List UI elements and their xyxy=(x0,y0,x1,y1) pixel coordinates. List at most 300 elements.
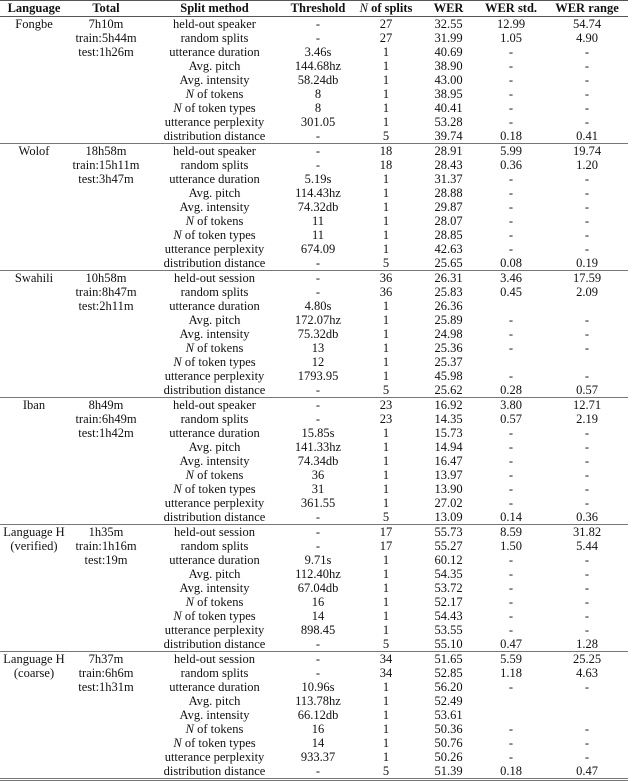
n-splits-cell: 1 xyxy=(382,327,390,341)
wer-std-cell: - xyxy=(508,553,514,567)
n-splits-cell: 1 xyxy=(382,313,390,327)
split-method-cell: N of token types xyxy=(173,228,256,242)
n-splits-cell: 1 xyxy=(382,581,390,595)
language-cell xyxy=(0,313,68,327)
wer-cell: 60.12 xyxy=(434,553,463,567)
table-row xyxy=(0,158,628,172)
wer-std-cell: - xyxy=(508,750,514,764)
threshold-cell: 5.19s xyxy=(304,172,332,186)
n-splits-cell: 34 xyxy=(379,652,393,666)
wer-range-cell: 1.28 xyxy=(576,637,598,651)
n-splits-cell: 5 xyxy=(382,129,390,143)
table-row xyxy=(0,680,628,694)
wer-std-cell: - xyxy=(508,595,514,609)
header-n-splits: N of splits xyxy=(359,1,413,15)
wer-std-cell: 0.18 xyxy=(500,764,522,778)
split-method-cell: N of tokens xyxy=(185,341,244,355)
table-row xyxy=(0,73,628,87)
language-cell xyxy=(0,115,68,129)
wer-std-cell: - xyxy=(508,567,514,581)
split-method-cell: utterance perplexity xyxy=(164,496,265,510)
wer-cell: 26.31 xyxy=(434,271,463,285)
wer-std-cell: 0.08 xyxy=(500,256,522,270)
total-cell: 1h35m xyxy=(88,525,124,539)
language-cell xyxy=(0,454,68,468)
wer-std-cell xyxy=(476,708,546,722)
wer-cell: 43.00 xyxy=(434,73,463,87)
total-cell xyxy=(68,567,144,581)
split-method-cell: held-out speaker xyxy=(173,17,256,31)
table-row xyxy=(0,369,628,383)
header-wer-range: WER range xyxy=(555,1,619,15)
total-cell xyxy=(68,637,144,652)
total-cell xyxy=(68,115,144,129)
table-row xyxy=(0,468,628,482)
language-cell: Wolof xyxy=(18,144,50,158)
n-splits-cell: 27 xyxy=(379,31,393,45)
wer-range-cell: - xyxy=(584,87,590,101)
threshold-cell: 74.32db xyxy=(297,200,339,214)
threshold-cell: 11 xyxy=(311,214,325,228)
wer-std-cell: 0.36 xyxy=(500,158,522,172)
total-cell xyxy=(68,468,144,482)
wer-std-cell: - xyxy=(508,327,514,341)
language-group xyxy=(0,652,628,780)
table-row xyxy=(0,609,628,623)
table-row xyxy=(0,59,628,73)
header-total: Total xyxy=(92,1,120,15)
wer-range-cell: 0.36 xyxy=(576,510,598,524)
wer-range-cell: - xyxy=(584,172,590,186)
total-cell xyxy=(68,708,144,722)
n-splits-cell: 1 xyxy=(382,440,390,454)
wer-range-cell: - xyxy=(584,186,590,200)
wer-cell: 55.73 xyxy=(434,525,463,539)
split-method-cell: N of tokens xyxy=(185,468,244,482)
wer-range-cell: 0.47 xyxy=(576,764,598,778)
split-method-cell: random splits xyxy=(180,666,249,680)
n-splits-cell: 1 xyxy=(382,722,390,736)
n-splits-cell: 1 xyxy=(382,595,390,609)
wer-std-cell xyxy=(476,694,546,708)
wer-cell: 40.69 xyxy=(434,45,463,59)
language-group xyxy=(0,144,628,271)
wer-range-cell: 5.44 xyxy=(576,539,598,553)
language-cell xyxy=(0,327,68,341)
table-row xyxy=(0,440,628,454)
language-cell xyxy=(0,595,68,609)
total-cell: 10h58m xyxy=(85,271,127,285)
wer-cell: 50.26 xyxy=(434,750,463,764)
threshold-cell: 14 xyxy=(311,609,325,623)
header-threshold: Threshold xyxy=(290,1,346,15)
wer-range-cell: - xyxy=(584,101,590,115)
table-row xyxy=(0,341,628,355)
threshold-cell: 1793.95 xyxy=(297,369,339,383)
threshold-cell: - xyxy=(315,398,321,412)
n-splits-cell: 1 xyxy=(382,369,390,383)
threshold-cell: 31 xyxy=(311,482,325,496)
wer-std-cell: - xyxy=(508,115,514,129)
language-cell xyxy=(0,581,68,595)
wer-range-cell xyxy=(546,355,628,369)
header-wer-std: WER std. xyxy=(484,1,538,15)
wer-cell: 29.87 xyxy=(434,200,463,214)
table-row xyxy=(0,666,628,680)
wer-std-cell: - xyxy=(508,581,514,595)
threshold-cell: - xyxy=(315,256,321,270)
language-cell xyxy=(0,285,68,299)
split-method-cell: distribution distance xyxy=(163,383,266,397)
wer-range-cell: - xyxy=(584,426,590,440)
total-cell: train:6h49m xyxy=(75,412,137,426)
split-method-cell: utterance perplexity xyxy=(164,115,265,129)
n-splits-cell: 1 xyxy=(382,496,390,510)
language-cell xyxy=(0,680,68,694)
split-method-cell: Avg. intensity xyxy=(179,200,250,214)
threshold-cell: 674.09 xyxy=(300,242,336,256)
threshold-cell: - xyxy=(315,17,321,31)
language-cell xyxy=(0,200,68,214)
n-splits-cell: 1 xyxy=(382,200,390,214)
split-method-cell: N of tokens xyxy=(185,214,244,228)
split-method-cell: held-out session xyxy=(174,652,255,666)
total-cell: train:1h16m xyxy=(75,539,137,553)
table-row xyxy=(0,652,628,667)
wer-range-cell: 2.19 xyxy=(576,412,598,426)
split-method-cell: random splits xyxy=(180,31,249,45)
language-cell xyxy=(0,764,68,780)
split-method-cell: utterance perplexity xyxy=(164,242,265,256)
wer-std-cell: - xyxy=(508,341,514,355)
table-row xyxy=(0,87,628,101)
wer-cell: 50.76 xyxy=(434,736,463,750)
split-method-cell: Avg. pitch xyxy=(188,59,241,73)
split-method-cell: N of token types xyxy=(173,609,256,623)
wer-std-cell: - xyxy=(508,73,514,87)
split-method-cell: held-out speaker xyxy=(173,398,256,412)
wer-range-cell: 4.90 xyxy=(576,31,598,45)
threshold-cell: - xyxy=(315,285,321,299)
n-splits-cell: 5 xyxy=(382,510,390,524)
threshold-cell: 113.78hz xyxy=(295,694,341,708)
n-splits-cell: 34 xyxy=(379,666,393,680)
language-cell xyxy=(0,694,68,708)
split-method-cell: distribution distance xyxy=(163,637,266,651)
n-splits-cell: 17 xyxy=(379,525,393,539)
table-row xyxy=(0,581,628,595)
wer-std-cell: - xyxy=(508,200,514,214)
n-splits-cell: 1 xyxy=(382,87,390,101)
wer-range-cell: 25.25 xyxy=(572,652,602,666)
wer-cell: 51.39 xyxy=(434,764,463,778)
wer-range-cell: - xyxy=(584,581,590,595)
threshold-cell: 67.04db xyxy=(297,581,339,595)
language-cell xyxy=(0,73,68,87)
wer-cell: 16.92 xyxy=(434,398,463,412)
wer-std-cell: 0.57 xyxy=(500,412,522,426)
wer-range-cell: - xyxy=(584,313,590,327)
total-cell xyxy=(68,327,144,341)
n-splits-cell: 1 xyxy=(382,341,390,355)
table-row xyxy=(0,482,628,496)
total-cell xyxy=(68,750,144,764)
wer-range-cell: 0.19 xyxy=(576,256,598,270)
table-row xyxy=(0,214,628,228)
wer-cell: 40.41 xyxy=(434,101,463,115)
n-splits-cell: 1 xyxy=(382,73,390,87)
wer-std-cell: - xyxy=(508,59,514,73)
total-cell xyxy=(68,623,144,637)
table-row xyxy=(0,144,628,159)
total-cell xyxy=(68,764,144,780)
n-splits-cell: 1 xyxy=(382,567,390,581)
n-splits-cell: 1 xyxy=(382,708,390,722)
wer-range-cell: - xyxy=(584,553,590,567)
split-method-cell: held-out session xyxy=(174,271,255,285)
threshold-cell: 9.71s xyxy=(304,553,332,567)
wer-range-cell xyxy=(546,694,628,708)
wer-std-cell: - xyxy=(508,722,514,736)
total-cell xyxy=(68,595,144,609)
wer-range-cell xyxy=(546,708,628,722)
n-splits-cell: 1 xyxy=(382,750,390,764)
threshold-cell: 8 xyxy=(314,101,322,115)
threshold-cell: 144.68hz xyxy=(294,59,342,73)
table-row xyxy=(0,454,628,468)
table-row xyxy=(0,496,628,510)
table-row xyxy=(0,285,628,299)
wer-cell: 51.65 xyxy=(434,652,463,666)
threshold-cell: - xyxy=(315,158,321,172)
header-split-method: Split method xyxy=(180,1,249,15)
wer-cell: 14.94 xyxy=(434,440,463,454)
split-method-cell: utterance duration xyxy=(169,553,260,567)
wer-range-cell: - xyxy=(584,623,590,637)
wer-range-cell: - xyxy=(584,369,590,383)
table-row xyxy=(0,172,628,186)
table-row xyxy=(0,412,628,426)
table-row xyxy=(0,595,628,609)
n-splits-cell: 1 xyxy=(382,172,390,186)
total-cell xyxy=(68,186,144,200)
language-cell xyxy=(0,256,68,271)
language-cell xyxy=(0,708,68,722)
split-method-cell: N of token types xyxy=(173,355,256,369)
n-splits-cell: 17 xyxy=(379,539,393,553)
wer-range-cell: - xyxy=(584,242,590,256)
language-cell xyxy=(0,299,68,313)
split-method-cell: Avg. intensity xyxy=(179,454,250,468)
language-cell xyxy=(0,355,68,369)
n-splits-cell: 18 xyxy=(379,158,393,172)
wer-cell: 13.09 xyxy=(434,510,463,524)
wer-range-cell: - xyxy=(584,567,590,581)
language-cell xyxy=(0,637,68,652)
wer-range-cell: 12.71 xyxy=(572,398,602,412)
table-row xyxy=(0,525,628,540)
wer-cell: 15.73 xyxy=(434,426,463,440)
language-group xyxy=(0,17,628,144)
language-cell xyxy=(0,623,68,637)
split-method-cell: N of tokens xyxy=(185,87,244,101)
wer-std-cell: - xyxy=(508,172,514,186)
wer-std-cell: 8.59 xyxy=(500,525,522,539)
language-group xyxy=(0,525,628,652)
total-cell: 8h49m xyxy=(88,398,124,412)
total-cell xyxy=(68,694,144,708)
threshold-cell: - xyxy=(315,271,321,285)
wer-std-cell: - xyxy=(508,454,514,468)
table-row xyxy=(0,256,628,271)
wer-range-cell: 19.74 xyxy=(572,144,602,158)
n-splits-cell: 36 xyxy=(379,271,393,285)
wer-cell: 25.89 xyxy=(434,313,463,327)
wer-cell: 28.88 xyxy=(434,186,463,200)
threshold-cell: 11 xyxy=(311,228,325,242)
wer-std-cell: - xyxy=(508,87,514,101)
total-cell: 7h37m xyxy=(88,652,124,666)
wer-range-cell: - xyxy=(584,609,590,623)
wer-range-cell: 1.20 xyxy=(576,158,598,172)
wer-cell: 50.36 xyxy=(434,722,463,736)
threshold-cell: - xyxy=(315,144,321,158)
language-cell xyxy=(0,129,68,144)
wer-cell: 52.85 xyxy=(434,666,463,680)
wer-range-cell: - xyxy=(584,115,590,129)
split-method-cell: N of token types xyxy=(173,482,256,496)
language-cell xyxy=(0,186,68,200)
total-cell xyxy=(68,313,144,327)
threshold-cell: 12 xyxy=(311,355,325,369)
n-splits-cell: 1 xyxy=(382,680,390,694)
wer-cell: 25.37 xyxy=(434,355,463,369)
wer-cell: 32.55 xyxy=(434,17,463,31)
total-cell xyxy=(68,341,144,355)
threshold-cell: 361.55 xyxy=(300,496,336,510)
wer-cell: 25.62 xyxy=(434,383,463,397)
threshold-cell: - xyxy=(315,412,321,426)
split-method-cell: N of token types xyxy=(173,101,256,115)
wer-range-cell: 17.59 xyxy=(572,271,602,285)
split-method-cell: distribution distance xyxy=(163,256,266,270)
threshold-cell: 141.33hz xyxy=(294,440,342,454)
language-cell xyxy=(0,45,68,59)
threshold-cell: - xyxy=(315,510,321,524)
total-cell xyxy=(68,383,144,398)
n-splits-cell: 1 xyxy=(382,45,390,59)
table-row xyxy=(0,750,628,764)
table-row xyxy=(0,623,628,637)
split-method-cell: held-out session xyxy=(174,525,255,539)
threshold-cell: 933.37 xyxy=(300,750,336,764)
language-cell xyxy=(0,736,68,750)
wer-cell: 14.35 xyxy=(434,412,463,426)
split-method-cell: random splits xyxy=(180,158,249,172)
language-cell xyxy=(0,412,68,426)
threshold-cell: - xyxy=(315,383,321,397)
table-row xyxy=(0,129,628,144)
wer-std-cell: 3.80 xyxy=(500,398,522,412)
total-cell: 7h10m xyxy=(88,17,124,31)
table-row xyxy=(0,228,628,242)
threshold-cell: 898.45 xyxy=(300,623,336,637)
language-cell: Swahili xyxy=(14,271,54,285)
n-splits-cell: 1 xyxy=(382,115,390,129)
wer-range-cell: - xyxy=(584,482,590,496)
split-method-cell: Avg. pitch xyxy=(188,440,241,454)
total-cell xyxy=(68,369,144,383)
total-cell xyxy=(68,242,144,256)
n-splits-cell: 27 xyxy=(379,17,393,31)
wer-std-cell: - xyxy=(508,496,514,510)
wer-cell: 45.98 xyxy=(434,369,463,383)
wer-range-cell: - xyxy=(584,200,590,214)
split-method-cell: utterance perplexity xyxy=(164,369,265,383)
wer-std-cell xyxy=(476,355,546,369)
n-splits-cell: 1 xyxy=(382,736,390,750)
wer-std-cell: - xyxy=(508,369,514,383)
wer-cell: 28.91 xyxy=(434,144,463,158)
n-splits-cell: 5 xyxy=(382,764,390,778)
total-cell xyxy=(68,256,144,271)
language-cell xyxy=(0,341,68,355)
wer-std-cell: - xyxy=(508,101,514,115)
table-row xyxy=(0,426,628,440)
language-cell xyxy=(0,87,68,101)
language-cell xyxy=(0,31,68,45)
language-cell xyxy=(0,722,68,736)
threshold-cell: 16 xyxy=(311,595,325,609)
wer-std-cell: 3.46 xyxy=(500,271,522,285)
wer-range-cell: - xyxy=(584,680,590,694)
n-splits-cell: 1 xyxy=(382,609,390,623)
split-method-cell: Avg. intensity xyxy=(179,327,250,341)
wer-std-cell: - xyxy=(508,609,514,623)
wer-cell: 52.49 xyxy=(434,694,463,708)
split-method-cell: random splits xyxy=(180,539,249,553)
wer-range-cell: - xyxy=(584,750,590,764)
split-method-cell: distribution distance xyxy=(163,510,266,524)
table-row xyxy=(0,200,628,214)
wer-cell: 25.83 xyxy=(434,285,463,299)
total-cell xyxy=(68,214,144,228)
n-splits-cell: 23 xyxy=(379,412,393,426)
split-method-cell: utterance duration xyxy=(169,45,260,59)
table-row xyxy=(0,722,628,736)
wer-std-cell: - xyxy=(508,313,514,327)
threshold-cell: 10.96s xyxy=(301,680,335,694)
table-row xyxy=(0,101,628,115)
wer-cell: 39.74 xyxy=(434,129,463,143)
n-splits-cell: 1 xyxy=(382,228,390,242)
wer-range-cell: 31.82 xyxy=(572,525,602,539)
threshold-cell: - xyxy=(315,525,321,539)
total-cell xyxy=(68,87,144,101)
wer-cell: 25.36 xyxy=(434,341,463,355)
wer-range-cell: - xyxy=(584,454,590,468)
split-method-cell: Avg. pitch xyxy=(188,313,241,327)
wer-range-cell: - xyxy=(584,595,590,609)
n-splits-cell: 1 xyxy=(382,553,390,567)
table-row xyxy=(0,31,628,45)
table-row xyxy=(0,694,628,708)
threshold-cell: - xyxy=(315,666,321,680)
wer-cell: 28.43 xyxy=(434,158,463,172)
total-cell xyxy=(68,129,144,144)
wer-cell: 27.02 xyxy=(434,496,463,510)
total-cell: test:3h47m xyxy=(78,172,134,186)
